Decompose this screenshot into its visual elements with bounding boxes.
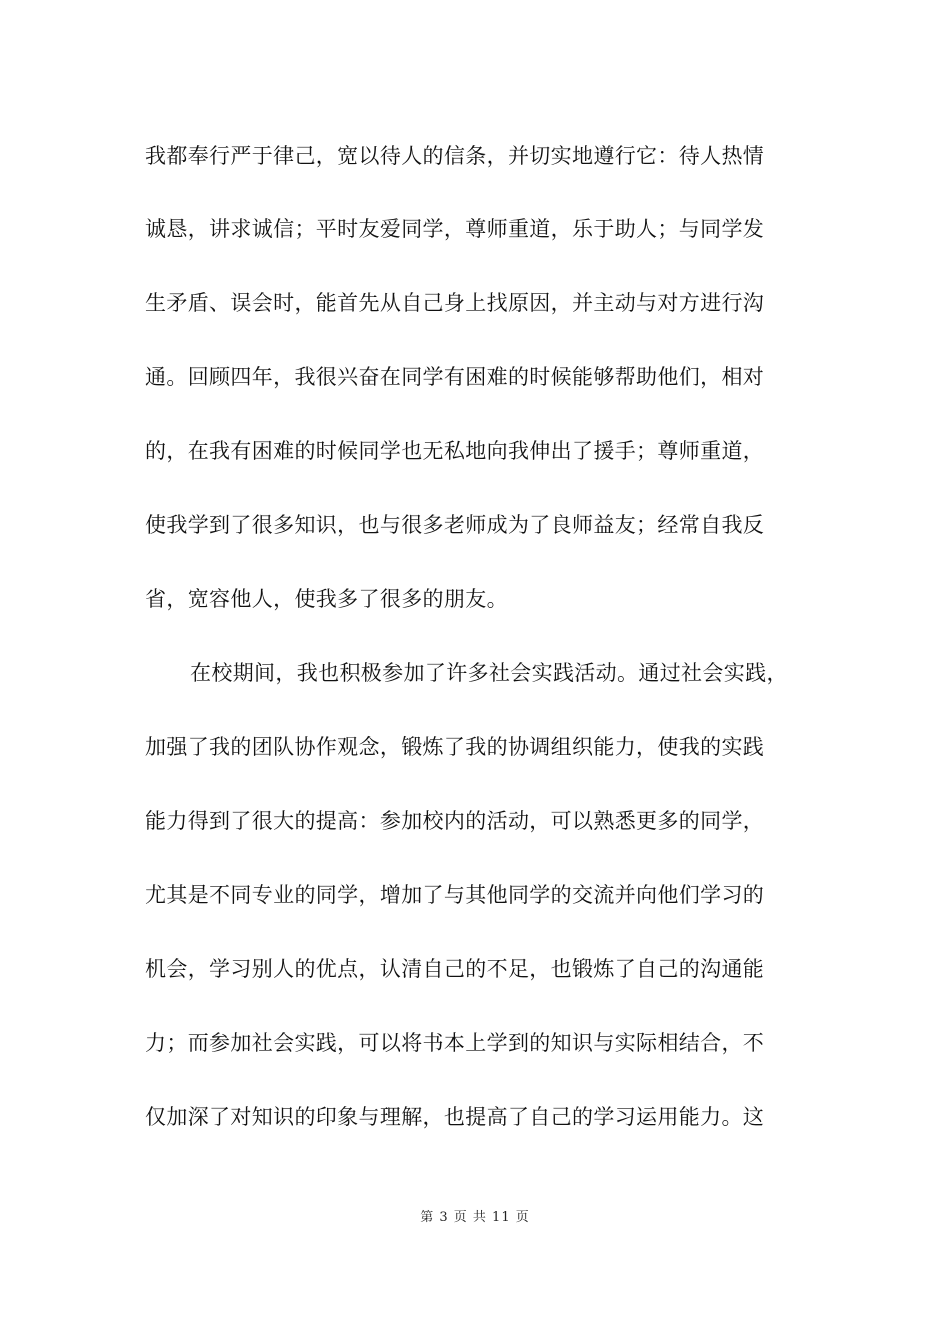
text-line-8: 在校期间，我也积极参加了许多社会实践活动。通过社会实践， bbox=[190, 661, 788, 685]
text-line-6: 使我学到了很多知识，也与很多老师成为了良师益友；经常自我反 bbox=[145, 513, 765, 537]
text-line-9: 加强了我的团队协作观念，锻炼了我的协调组织能力，使我的实践 bbox=[145, 735, 765, 759]
text-line-14: 仅加深了对知识的印象与理解，也提高了自己的学习运用能力。这 bbox=[145, 1105, 765, 1129]
text-line-7: 省，宽容他人，使我多了很多的朋友。 bbox=[145, 587, 508, 611]
text-line-2: 诚恳，讲求诚信；平时友爱同学，尊师重道，乐于助人；与同学发 bbox=[145, 217, 765, 241]
page-number-text: 第 3 页 共 11 页 bbox=[420, 1210, 530, 1225]
text-line-3: 生矛盾、误会时，能首先从自己身上找原因，并主动与对方进行沟 bbox=[145, 291, 765, 315]
text-line-10: 能力得到了很大的提高：参加校内的活动，可以熟悉更多的同学， bbox=[145, 809, 765, 833]
text-line-11: 尤其是不同专业的同学，增加了与其他同学的交流并向他们学习的 bbox=[145, 883, 765, 907]
text-line-5: 的，在我有困难的时候同学也无私地向我伸出了援手；尊师重道， bbox=[145, 439, 765, 463]
page-footer bbox=[0, 1206, 950, 1225]
text-line-13: 力；而参加社会实践，可以将书本上学到的知识与实际相结合，不 bbox=[145, 1031, 765, 1055]
text-line-12: 机会，学习别人的优点，认清自己的不足，也锻炼了自己的沟通能 bbox=[145, 957, 765, 981]
text-line-1: 我都奉行严于律己，宽以待人的信条，并切实地遵行它：待人热情 bbox=[145, 144, 765, 168]
text-line-4: 通。回顾四年，我很兴奋在同学有困难的时候能够帮助他们，相对 bbox=[145, 365, 765, 389]
